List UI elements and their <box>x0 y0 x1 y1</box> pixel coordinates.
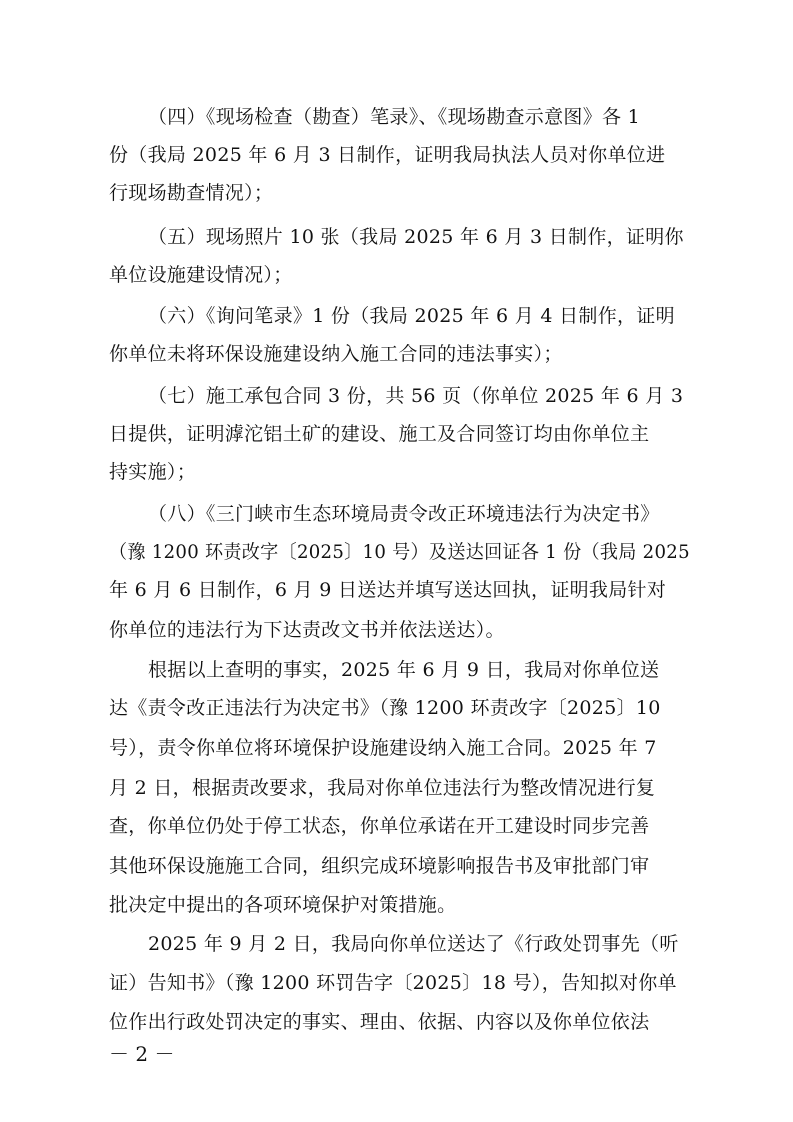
text-line: 证）告知书》（豫 1200 环罚告字〔2025〕18 号），告知拟对你单 <box>109 972 677 994</box>
text-line: （豫 1200 环责改字〔2025〕10 号）及送达回证各 1 份（我局 2025 <box>109 541 690 563</box>
text-line: 你单位的违法行为下达责改文书并依法送达）。 <box>109 619 505 641</box>
text-line: 月 2 日，根据责改要求，我局对你单位违法行为整改情况进行复 <box>109 777 656 799</box>
page-number: － 2 － <box>109 1042 175 1066</box>
text-line: 行现场勘查情况）； <box>109 182 274 204</box>
text-line: 其他环保设施施工合同，组织完成环境影响报告书及审批部门审 <box>109 855 650 877</box>
text-line: 2025 年 9 月 2 日，我局向你单位送达了《行政处罚事先（听 <box>148 933 679 955</box>
text-line: 你单位未将环保设施建设纳入施工合同的违法事实）； <box>109 343 563 365</box>
text-line: 根据以上查明的事实，2025 年 6 月 9 日，我局对你单位送 <box>148 659 660 681</box>
text-line: （四）《现场检查（勘查）笔录》、《现场勘查示意图》各 1 <box>148 106 641 128</box>
text-line: 号），责令你单位将环境保护设施建设纳入施工合同。2025 年 7 <box>109 737 657 759</box>
text-line: 单位设施建设情况）； <box>109 264 293 286</box>
text-line: （八）《三门峡市生态环境局责令改正环境违法行为决定书》 <box>148 503 660 525</box>
text-line: 批决定中提出的各项环境保护对策措施。 <box>109 894 457 916</box>
text-line: 位作出行政处罚决定的事实、理由、依据、内容以及你单位依法 <box>109 1011 650 1033</box>
text-line: 查，你单位仍处于停工状态，你单位承诺在开工建设时同步完善 <box>109 815 650 837</box>
text-line: （六）《询问笔录》1 份（我局 2025 年 6 月 4 日制作，证明 <box>148 305 675 327</box>
text-line: 持实施）； <box>109 461 197 483</box>
text-line: （五）现场照片 10 张（我局 2025 年 6 月 3 日制作，证明你 <box>148 226 684 248</box>
text-line: 达《责令改正违法行为决定书》（豫 1200 环责改字〔2025〕10 <box>109 697 661 719</box>
text-line: 日提供，证明滹沱铝土矿的建设、施工及合同签订均由你单位主 <box>109 423 650 445</box>
text-line: 年 6 月 6 日制作，6 月 9 日送达并填写送达回执，证明我局针对 <box>109 579 667 601</box>
text-line: （七）施工承包合同 3 份，共 56 页（你单位 2025 年 6 月 3 <box>148 385 684 407</box>
text-line: 份（我局 2025 年 6 月 3 日制作，证明我局执法人员对你单位进 <box>109 144 666 166</box>
